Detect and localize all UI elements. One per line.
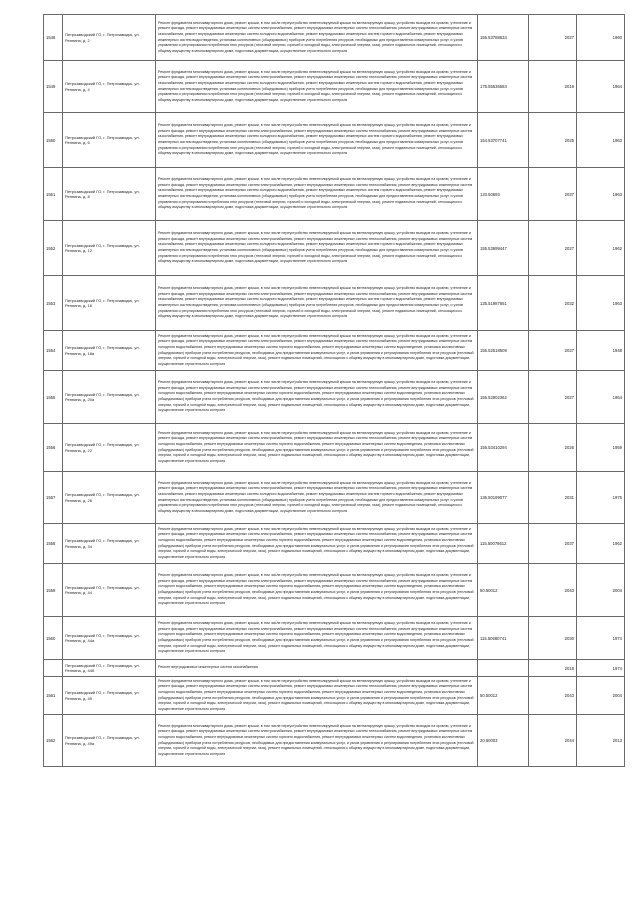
table-row <box>44 331 625 371</box>
row-number: 1550 <box>44 113 63 168</box>
build-year-cell: 1963 <box>577 113 625 168</box>
plan-year-cell: 2043 <box>529 677 577 715</box>
address-cell: Петрозаводский ГО, г. Петрозаводск, ул. Репнина, д. 44б <box>63 660 156 677</box>
row-number: 1557 <box>44 472 63 524</box>
table-row <box>44 564 625 617</box>
cost-cell: 155.52518509 <box>478 331 529 371</box>
works-cell: Ремонт фундамента многоквартирного дома, ремонт крыши, в том числе переустройство невентилируемой крыши на вентилируемую крышу, устройство выходов на кровлю, утепление и ремонт фасада, ремонт внутридомовых инженерных систем электроснабжения, ремонт внутридомовых инженерных систем теплоснабжения, ремонт внутридомовых инженерных систем газоснабжения, ремонт внутридомовых инженерных систем холодного водоснабжения, ремонт внутридомовых инженерных систем горячего водоснабжения, ремонт внутридомовых инженерных систем водоотведения, установка коллективных (общедомовых) приборов учета потребления ресурсов, необходимых для предоставления коммунальных услуг, и узлов управления и регулирования потребления этих ресурсов (тепловой энергии, горячей и холодной воды, электрической энергии, газа), ремонт подвальных помещений, относящихся к общему имуществу в многоквартирном доме, подготовка документации, осуществление строительного контроля <box>156 15 478 61</box>
row-number: 1561 <box>44 677 63 715</box>
row-number: 1560 <box>44 617 63 660</box>
table-row <box>44 524 625 564</box>
works-cell: Ремонт фундамента многоквартирного дома, ремонт крыши, в том числе переустройство невентилируемой крыши на вентилируемую крышу, устройство выходов на кровлю, утепление и ремонт фасада, ремонт внутридомовых инженерных систем электроснабжения, ремонт внутридомовых инженерных систем теплоснабжения, ремонт внутридомовых инженерных систем холодного водоснабжения, ремонт внутридомовых инженерных систем горячего водоснабжения, ремонт внутридомовых инженерных систем водоотведения, установка коллективных (общедомовых) приборов учета потребления ресурсов, необходимых для предоставления коммунальных услуг, и узлов управления и регулирования потребления этих ресурсов (тепловой энергии, горячей и холодной воды, электрической энергии, газа), ремонт подвальных помещений, относящихся к общему имуществу в многоквартирном доме, подготовка документации, осуществление строительного контроля <box>156 677 478 715</box>
build-year-cell: 2004 <box>577 677 625 715</box>
cost-cell: 133.50693 <box>478 168 529 221</box>
table-row <box>44 221 625 276</box>
plan-year-cell: 2037 <box>529 168 577 221</box>
cost-cell: 20.50003 <box>478 715 529 767</box>
works-cell: Ремонт фундамента многоквартирного дома, ремонт крыши, в том числе переустройство невентилируемой крыши на вентилируемую крышу, устройство выходов на кровлю, утепление и ремонт фасада, ремонт внутридомовых инженерных систем электроснабжения, ремонт внутридомовых инженерных систем теплоснабжения, ремонт внутридомовых инженерных систем холодного водоснабжения, ремонт внутридомовых инженерных систем горячего водоснабжения, ремонт внутридомовых инженерных систем водоотведения, установка коллективных (общедомовых) приборов учета потребления ресурсов, необходимых для предоставления коммунальных услуг, и узлов управления и регулирования потребления этих ресурсов (тепловой энергии, горячей и холодной воды, электрической энергии, газа), ремонт подвальных помещений, относящихся к общему имуществу в многоквартирном доме, подготовка документации, осуществление строительного контроля <box>156 371 478 424</box>
address-cell: Петрозаводский ГО, г. Петрозаводск, ул. Репнина, д. 18а <box>63 331 156 371</box>
works-cell: Ремонт фундамента многоквартирного дома, ремонт крыши, в том числе переустройство невентилируемой крыши на вентилируемую крышу, устройство выходов на кровлю, утепление и ремонт фасада, ремонт внутридомовых инженерных систем электроснабжения, ремонт внутридомовых инженерных систем теплоснабжения, ремонт внутридомовых инженерных систем холодного водоснабжения, ремонт внутридомовых инженерных систем горячего водоснабжения, ремонт внутридомовых инженерных систем водоотведения, установка коллективных (общедомовых) приборов учета потребления ресурсов, необходимых для предоставления коммунальных услуг, и узлов управления и регулирования потребления этих ресурсов (тепловой энергии, горячей и холодной воды, электрической энергии, газа), ремонт подвальных помещений, относящихся к общему имуществу в многоквартирном доме, подготовка документации, осуществление строительного контроля <box>156 715 478 767</box>
table-row <box>44 61 625 113</box>
cost-cell: 136.50199077 <box>478 472 529 524</box>
row-number: 1554 <box>44 331 63 371</box>
build-year-cell: 1954 <box>577 371 625 424</box>
works-cell: Ремонт фундамента многоквартирного дома, ремонт крыши, в том числе переустройство невентилируемой крыши на вентилируемую крышу, устройство выходов на кровлю, утепление и ремонт фасада, ремонт внутридомовых инженерных систем электроснабжения, ремонт внутридомовых инженерных систем теплоснабжения, ремонт внутридомовых инженерных систем газоснабжения, ремонт внутридомовых инженерных систем холодного водоснабжения, ремонт внутридомовых инженерных систем горячего водоснабжения, ремонт внутридомовых инженерных систем водоотведения, установка коллективных (общедомовых) приборов учета потребления ресурсов, необходимых для предоставления коммунальных услуг, и узлов управления и регулирования потребления этих ресурсов (тепловой энергии, горячей и холодной воды, электрической энергии, газа), ремонт подвальных помещений, относящихся к общему имуществу в многоквартирном доме, подготовка документации, осуществление строительного контроля <box>156 113 478 168</box>
plan-year-cell: 2031 <box>529 472 577 524</box>
row-number <box>44 660 63 677</box>
row-number: 1562 <box>44 715 63 767</box>
table-row <box>44 660 625 677</box>
cost-cell: 155.53788634 <box>478 15 529 61</box>
cost-cell: 155.52902362 <box>478 371 529 424</box>
build-year-cell: 2004 <box>577 564 625 617</box>
plan-year-cell: 2019 <box>529 61 577 113</box>
address-cell: Петрозаводский ГО, г. Петрозаводск, ул. Репнина, д. 44 <box>63 564 156 617</box>
build-year-cell: 1964 <box>577 61 625 113</box>
build-year-cell: 1975 <box>577 472 625 524</box>
plan-year-cell: 2027 <box>529 221 577 276</box>
plan-year-cell: 2044 <box>529 715 577 767</box>
build-year-cell: 1959 <box>577 424 625 472</box>
address-cell: Петрозаводский ГО, г. Петрозаводск, ул. Репнина, д. 4 <box>63 61 156 113</box>
address-cell: Петрозаводский ГО, г. Петрозаводск, ул. Репнина, д. 34 <box>63 524 156 564</box>
cost-cell: 50.50012 <box>478 564 529 617</box>
address-cell: Петрозаводский ГО, г. Петрозаводск, ул. Репнина, д. 6 <box>63 113 156 168</box>
address-cell: Петрозаводский ГО, г. Петрозаводск, ул. Репнина, д. 16 <box>63 276 156 331</box>
table-row <box>44 15 625 61</box>
row-number: 1553 <box>44 276 63 331</box>
row-number: 1556 <box>44 424 63 472</box>
cost-cell: 115.50680741 <box>478 617 529 660</box>
works-cell: Ремонт фундамента многоквартирного дома, ремонт крыши, в том числе переустройство невентилируемой крыши на вентилируемую крышу, устройство выходов на кровлю, утепление и ремонт фасада, ремонт внутридомовых инженерных систем электроснабжения, ремонт внутридомовых инженерных систем теплоснабжения, ремонт внутридомовых инженерных систем газоснабжения, ремонт внутридомовых инженерных систем холодного водоснабжения, ремонт внутридомовых инженерных систем горячего водоснабжения, ремонт внутридомовых инженерных систем водоотведения, установка коллективных (общедомовых) приборов учета потребления ресурсов, необходимых для предоставления коммунальных услуг, и узлов управления и регулирования потребления этих ресурсов (тепловой энергии, горячей и холодной воды, электрической энергии, газа), ремонт подвальных помещений, относящихся к общему имуществу в многоквартирном доме, подготовка документации, осуществление строительного контроля <box>156 168 478 221</box>
plan-year-cell: 2027 <box>529 371 577 424</box>
table-row <box>44 371 625 424</box>
address-cell: Петрозаводский ГО, г. Петрозаводск, ул. Репнина, д. 26 <box>63 472 156 524</box>
works-cell: Ремонт фундамента многоквартирного дома, ремонт крыши, в том числе переустройство невентилируемой крыши на вентилируемую крышу, устройство выходов на кровлю, утепление и ремонт фасада, ремонт внутридомовых инженерных систем электроснабжения, ремонт внутридомовых инженерных систем теплоснабжения, ремонт внутридомовых инженерных систем холодного водоснабжения, ремонт внутридомовых инженерных систем горячего водоснабжения, ремонт внутридомовых инженерных систем водоотведения, установка коллективных (общедомовых) приборов учета потребления ресурсов, необходимых для предоставления коммунальных услуг, и узлов управления и регулирования потребления этих ресурсов (тепловой энергии, горячей и холодной воды, электрической энергии, газа), ремонт подвальных помещений, относящихся к общему имуществу в многоквартирном доме, подготовка документации, осуществление строительного контроля <box>156 617 478 660</box>
works-cell: Ремонт фундамента многоквартирного дома, ремонт крыши, в том числе переустройство невентилируемой крыши на вентилируемую крышу, устройство выходов на кровлю, утепление и ремонт фасада, ремонт внутридомовых инженерных систем электроснабжения, ремонт внутридомовых инженерных систем теплоснабжения, ремонт внутридомовых инженерных систем газоснабжения, ремонт внутридомовых инженерных систем холодного водоснабжения, ремонт внутридомовых инженерных систем горячего водоснабжения, ремонт внутридомовых инженерных систем водоотведения, установка коллективных (общедомовых) приборов учета потребления ресурсов, необходимых для предоставления коммунальных услуг, и узлов управления и регулирования потребления этих ресурсов (тепловой энергии, горячей и холодной воды, электрической энергии, газа), ремонт подвальных помещений, относящихся к общему имуществу в многоквартирном доме, подготовка документации, осуществление строительного контроля <box>156 61 478 113</box>
address-cell: Петрозаводский ГО, г. Петрозаводск, ул. Репнина, д. 20а <box>63 371 156 424</box>
plan-year-cell: 2018 <box>529 660 577 677</box>
cost-cell: 175.55536584 <box>478 61 529 113</box>
build-year-cell: 1974 <box>577 660 625 677</box>
row-number: 1551 <box>44 168 63 221</box>
address-cell: Петрозаводский ГО, г. Петрозаводск, ул. Репнина, д. 49а <box>63 715 156 767</box>
row-number: 1559 <box>44 564 63 617</box>
address-cell: Петрозаводский ГО, г. Петрозаводск, ул. Репнина, д. 22 <box>63 424 156 472</box>
table-body <box>44 15 625 767</box>
works-cell: Ремонт фундамента многоквартирного дома, ремонт крыши, в том числе переустройство невентилируемой крыши на вентилируемую крышу, устройство выходов на кровлю, утепление и ремонт фасада, ремонт внутридомовых инженерных систем электроснабжения, ремонт внутридомовых инженерных систем теплоснабжения, ремонт внутридомовых инженерных систем холодного водоснабжения, ремонт внутридомовых инженерных систем горячего водоснабжения, ремонт внутридомовых инженерных систем водоотведения, установка коллективных (общедомовых) приборов учета потребления ресурсов, необходимых для предоставления коммунальных услуг, и узлов управления и регулирования потребления этих ресурсов (тепловой энергии, горячей и холодной воды, электрической энергии, газа), ремонт подвальных помещений, относящихся к общему имуществу в многоквартирном доме, подготовка документации, осуществление строительного контроля <box>156 424 478 472</box>
plan-year-cell: 2030 <box>529 617 577 660</box>
table-row <box>44 715 625 767</box>
address-cell: Петрозаводский ГО, г. Петрозаводск, ул. Репнина, д. 2 <box>63 15 156 61</box>
build-year-cell: 1974 <box>577 617 625 660</box>
works-cell: Ремонт фундамента многоквартирного дома, ремонт крыши, в том числе переустройство невентилируемой крыши на вентилируемую крышу, устройство выходов на кровлю, утепление и ремонт фасада, ремонт внутридомовых инженерных систем электроснабжения, ремонт внутридомовых инженерных систем теплоснабжения, ремонт внутридомовых инженерных систем газоснабжения, ремонт внутридомовых инженерных систем холодного водоснабжения, ремонт внутридомовых инженерных систем горячего водоснабжения, ремонт внутридомовых инженерных систем водоотведения, установка коллективных (общедомовых) приборов учета потребления ресурсов, необходимых для предоставления коммунальных услуг, и узлов управления и регулирования потребления этих ресурсов (тепловой энергии, горячей и холодной воды, электрической энергии, газа), ремонт подвальных помещений, относящихся к общему имуществу в многоквартирном доме, подготовка документации, осуществление строительного контроля <box>156 472 478 524</box>
build-year-cell: 1948 <box>577 331 625 371</box>
address-cell: Петрозаводский ГО, г. Петрозаводск, ул. Репнина, д. 44а <box>63 617 156 660</box>
cost-cell: 155.53410294 <box>478 424 529 472</box>
plan-year-cell: 2025 <box>529 113 577 168</box>
row-number: 1552 <box>44 221 63 276</box>
row-number: 1549 <box>44 61 63 113</box>
build-year-cell: 1963 <box>577 276 625 331</box>
address-cell: Петрозаводский ГО, г. Петрозаводск, ул. Репнина, д. 49 <box>63 677 156 715</box>
address-cell: Петрозаводский ГО, г. Петрозаводск, ул. Репнина, д. 8 <box>63 168 156 221</box>
row-number: 1558 <box>44 524 63 564</box>
build-year-cell: 1962 <box>577 221 625 276</box>
plan-year-cell: 2032 <box>529 276 577 331</box>
plan-year-cell: 2027 <box>529 15 577 61</box>
table-row <box>44 677 625 715</box>
works-cell: Ремонт фундамента многоквартирного дома, ремонт крыши, в том числе переустройство невентилируемой крыши на вентилируемую крышу, устройство выходов на кровлю, утепление и ремонт фасада, ремонт внутридомовых инженерных систем электроснабжения, ремонт внутридомовых инженерных систем теплоснабжения, ремонт внутридомовых инженерных систем газоснабжения, ремонт внутридомовых инженерных систем холодного водоснабжения, ремонт внутридомовых инженерных систем горячего водоснабжения, ремонт внутридомовых инженерных систем водоотведения, установка коллективных (общедомовых) приборов учета потребления ресурсов, необходимых для предоставления коммунальных услуг, и узлов управления и регулирования потребления этих ресурсов (тепловой энергии, горячей и холодной воды, электрической энергии, газа), ремонт подвальных помещений, относящихся к общему имуществу в многоквартирном доме, подготовка документации, осуществление строительного контроля <box>156 221 478 276</box>
plan-year-cell: 2043 <box>529 564 577 617</box>
build-year-cell: 1960 <box>577 15 625 61</box>
works-cell: Ремонт фундамента многоквартирного дома, ремонт крыши, в том числе переустройство невентилируемой крыши на вентилируемую крышу, устройство выходов на кровлю, утепление и ремонт фасада, ремонт внутридомовых инженерных систем электроснабжения, ремонт внутридомовых инженерных систем теплоснабжения, ремонт внутридомовых инженерных систем холодного водоснабжения, ремонт внутридомовых инженерных систем горячего водоснабжения, ремонт внутридомовых инженерных систем водоотведения, установка коллективных (общедомовых) приборов учета потребления ресурсов, необходимых для предоставления коммунальных услуг, и узлов управления и регулирования потребления этих ресурсов (тепловой энергии, горячей и холодной воды, электрической энергии, газа), ремонт подвальных помещений, относящихся к общему имуществу в многоквартирном доме, подготовка документации, осуществление строительного контроля <box>156 564 478 617</box>
address-cell: Петрозаводский ГО, г. Петрозаводск, ул. Репнина, д. 12 <box>63 221 156 276</box>
plan-year-cell: 2027 <box>529 331 577 371</box>
plan-year-cell: 2026 <box>529 424 577 472</box>
table-row <box>44 617 625 660</box>
cost-cell: 115.50078612 <box>478 524 529 564</box>
table-row <box>44 424 625 472</box>
cost-cell: 155.53699447 <box>478 221 529 276</box>
row-number: 1548 <box>44 15 63 61</box>
cost-cell: 50.50012 <box>478 677 529 715</box>
table-row <box>44 113 625 168</box>
cost-cell: 135.51987651 <box>478 276 529 331</box>
works-cell: Ремонт фундамента многоквартирного дома, ремонт крыши, в том числе переустройство невентилируемой крыши на вентилируемую крышу, устройство выходов на кровлю, утепление и ремонт фасада, ремонт внутридомовых инженерных систем электроснабжения, ремонт внутридомовых инженерных систем теплоснабжения, ремонт внутридомовых инженерных систем холодного водоснабжения, ремонт внутридомовых инженерных систем горячего водоснабжения, ремонт внутридомовых инженерных систем водоотведения, установка коллективных (общедомовых) приборов учета потребления ресурсов, необходимых для предоставления коммунальных услуг, и узлов управления и регулирования потребления этих ресурсов (тепловой энергии, горячей и холодной воды, электрической энергии, газа), ремонт подвальных помещений, относящихся к общему имуществу в многоквартирном доме, подготовка документации, осуществление строительного контроля <box>156 524 478 564</box>
works-cell: Ремонт фундамента многоквартирного дома, ремонт крыши, в том числе переустройство невентилируемой крыши на вентилируемую крышу, устройство выходов на кровлю, утепление и ремонт фасада, ремонт внутридомовых инженерных систем электроснабжения, ремонт внутридомовых инженерных систем теплоснабжения, ремонт внутридомовых инженерных систем холодного водоснабжения, ремонт внутридомовых инженерных систем горячего водоснабжения, ремонт внутридомовых инженерных систем водоотведения, установка коллективных (общедомовых) приборов учета потребления ресурсов, необходимых для предоставления коммунальных услуг, и узлов управления и регулирования потребления этих ресурсов (тепловой энергии, горячей и холодной воды, электрической энергии, газа), ремонт подвальных помещений, относящихся к общему имуществу в многоквартирном доме, подготовка документации, осуществление строительного контроля <box>156 331 478 371</box>
table-row <box>44 168 625 221</box>
table-row <box>44 276 625 331</box>
works-cell: Ремонт фундамента многоквартирного дома, ремонт крыши, в том числе переустройство невентилируемой крыши на вентилируемую крышу, устройство выходов на кровлю, утепление и ремонт фасада, ремонт внутридомовых инженерных систем электроснабжения, ремонт внутридомовых инженерных систем теплоснабжения, ремонт внутридомовых инженерных систем газоснабжения, ремонт внутридомовых инженерных систем холодного водоснабжения, ремонт внутридомовых инженерных систем горячего водоснабжения, ремонт внутридомовых инженерных систем водоотведения, установка коллективных (общедомовых) приборов учета потребления ресурсов, необходимых для предоставления коммунальных услуг, и узлов управления и регулирования потребления этих ресурсов (тепловой энергии, горячей и холодной воды, электрической энергии, газа), ремонт подвальных помещений, относящихся к общему имуществу в многоквартирном доме, подготовка документации, осуществление строительного контроля <box>156 276 478 331</box>
cost-cell: 154.53707741 <box>478 113 529 168</box>
capital-repair-table <box>43 14 625 767</box>
build-year-cell: 1962 <box>577 524 625 564</box>
row-number: 1555 <box>44 371 63 424</box>
build-year-cell: 1963 <box>577 168 625 221</box>
cost-cell <box>478 660 529 677</box>
works-cell: Ремонт внутридомовых инженерных систем газоснабжения <box>156 660 478 677</box>
plan-year-cell: 2037 <box>529 524 577 564</box>
build-year-cell: 2013 <box>577 715 625 767</box>
table-row <box>44 472 625 524</box>
